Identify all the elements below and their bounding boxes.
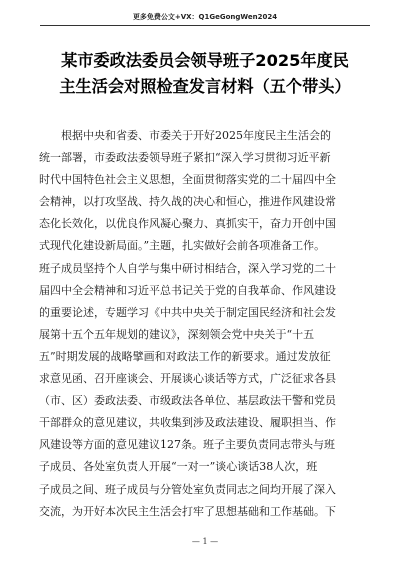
body-line: 式现代化建设新局面。”主题，扎实做好会前各项准备工作。 [39,239,326,253]
document-body [39,125,369,523]
body-line: 态化长效化，以优良作风凝心聚力、真抓实干，奋力开创中国 [39,217,336,231]
body-line: 五”时期发展的战略擘画和对政法工作的新要求。通过发放征 [39,349,331,363]
header-divider [40,25,370,26]
body-line: 根据中央和省委、市委关于开好2025年度民主生活会的 [39,129,331,142]
body-line: 会精神，以打攻坚战、持久战的决心和恒心，推进作风建设常 [39,195,336,209]
body-line: 展第十五个五年规划的建议》，深刻领会党中央关于“十五 [39,327,315,341]
document-title [46,48,364,100]
body-line: 班子成员坚持个人自学与集中研讨相结合，深入学习党的二十 [39,261,336,275]
body-line: 的重要论述，专题学习《中共中央关于制定国民经济和社会发 [39,305,336,319]
body-line: 干部群众的意见建议，共收集到涉及政法建设、履职担当、作 [39,416,336,430]
body-line: 子成员之间、班子成员与分管处室负责同志之间均开展了深入 [39,482,336,496]
body-line: 交流，为开好本次民主生活会打牢了思想基础和工作基础。下 [39,504,336,518]
body-line: 风建设等方面的意见建议127条。班子主要负责同志带头与班 [39,438,335,452]
page-header: 更多免费公文+VX：Q1GeGongWen2024 [132,13,278,21]
title-line-1: 某市委政法委员会领导班子2025年度民 [61,51,349,70]
title-line-2: 主生活会对照检查发言材料（五个带头） [59,77,351,96]
page-number: — 1 — [191,537,219,546]
body-line: 求意见函、召开座谈会、开展谈心谈话等方式，广泛征求各县 [39,372,336,386]
body-line: 届四中全会精神和习近平总书记关于党的自我革命、作风建设 [39,283,336,297]
body-line: 时代中国特色社会主义思想，全面贯彻落实党的二十届四中全 [39,173,336,187]
body-line: （市、区）委政法委、市级政法各单位、基层政法干警和党员 [39,394,336,408]
body-line: 子成员、各处室负责人开展“一对一”谈心谈话38人次，班 [39,460,318,474]
body-line: 统一部署，市委政法委领导班子紧扣“深入学习贯彻习近平新 [39,151,331,165]
